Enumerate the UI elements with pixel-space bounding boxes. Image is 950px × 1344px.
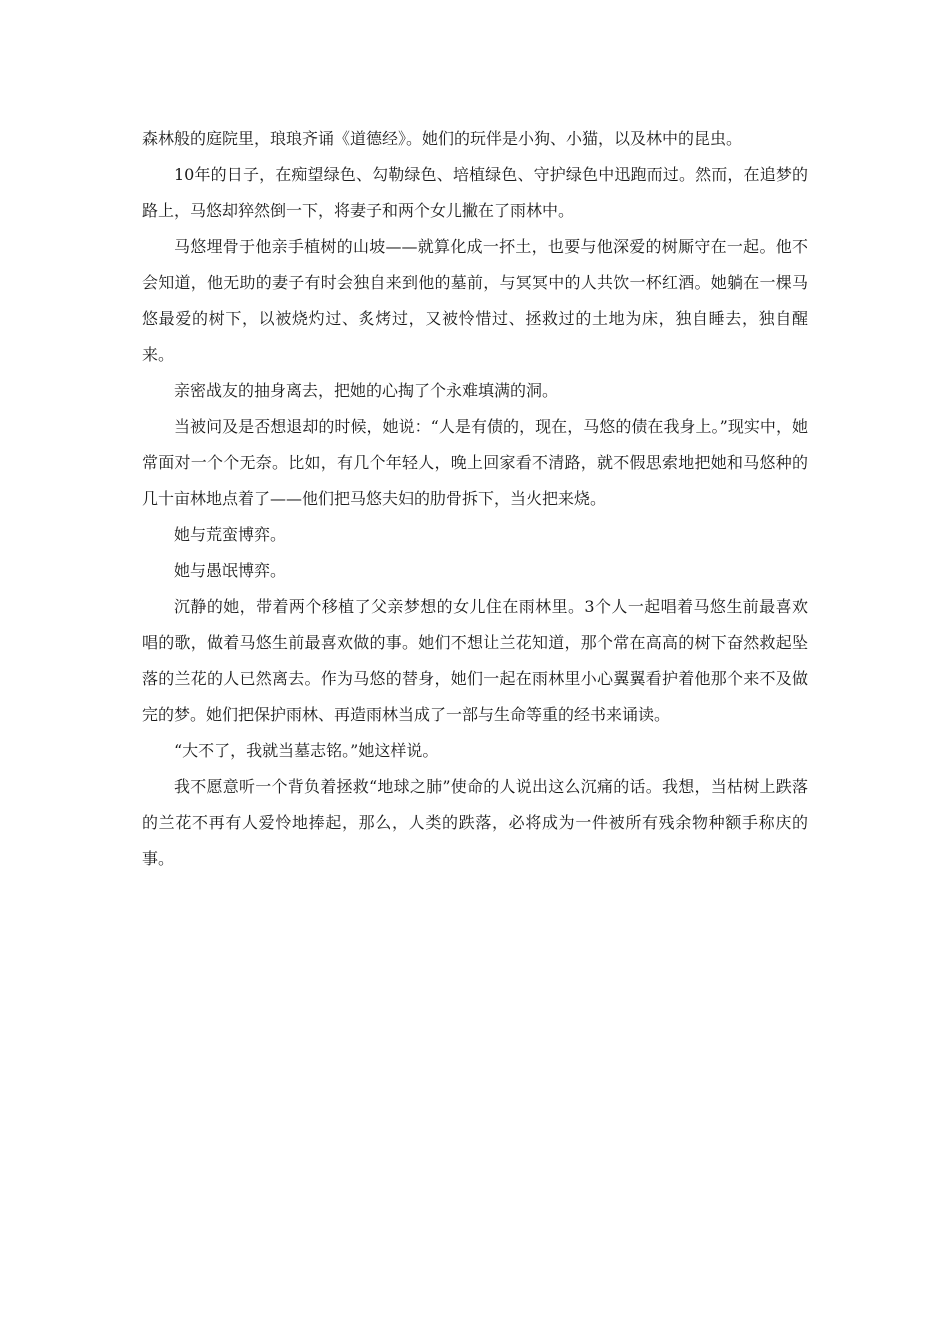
- paragraph: “大不了，我就当墓志铭。”她这样说。: [174, 741, 439, 760]
- paragraph: 她与荒蛮博弈。: [174, 525, 287, 544]
- article-body: [142, 121, 808, 877]
- paragraph: 沉静的她，带着两个移植了父亲梦想的女儿住在雨林里。3个人一起唱着马悠生前最喜欢唱的歌，做着马悠生前最喜欢做的事。她们不想让兰花知道，那个常在高高的树下奋然救起坠落的兰花的人已然离去。作为马悠的替身，她们一起在雨林里小心翼翼看护着他那个来不及做完的梦。她们把保护雨林、再造雨林当成了一部与生命等重的经书来诵读。: [142, 597, 808, 724]
- paragraph: 森林般的庭院里，琅琅齐诵《道德经》。她们的玩伴是小狗、小猫，以及林中的昆虫。: [142, 129, 743, 148]
- paragraph: 我不愿意听一个背负着拯救“地球之肺”使命的人说出这么沉痛的话。我想，当枯树上跌落的兰花不再有人爱怜地捧起，那么，人类的跌落，必将成为一件被所有残余物种额手称庆的事。: [142, 777, 808, 868]
- paragraph: 她与愚氓博弈。: [174, 561, 287, 580]
- paragraph: 当被问及是否想退却的时候，她说：“人是有债的，现在，马悠的债在我身上。”现实中，她常面对一个个无奈。比如，有几个年轻人，晚上回家看不清路，就不假思索地把她和马悠种的几十亩林地点着了——他们把马悠夫妇的肋骨拆下，当火把来烧。: [142, 417, 808, 508]
- paragraph: 亲密战友的抽身离去，把她的心掏了个永难填满的洞。: [174, 381, 559, 400]
- paragraph: 马悠埋骨于他亲手植树的山坡——就算化成一抔土，也要与他深爱的树厮守在一起。他不会知道，他无助的妻子有时会独自来到他的墓前，与冥冥中的人共饮一杯红酒。她躺在一棵马悠最爱的树下，以被烧灼过、炙烤过，又被怜惜过、拯救过的土地为床，独自睡去，独自醒来。: [142, 237, 808, 364]
- paragraph: 10年的日子，在痴望绿色、勾勒绿色、培植绿色、守护绿色中迅跑而过。然而，在追梦的路上，马悠却猝然倒一下，将妻子和两个女儿撇在了雨林中。: [142, 165, 808, 220]
